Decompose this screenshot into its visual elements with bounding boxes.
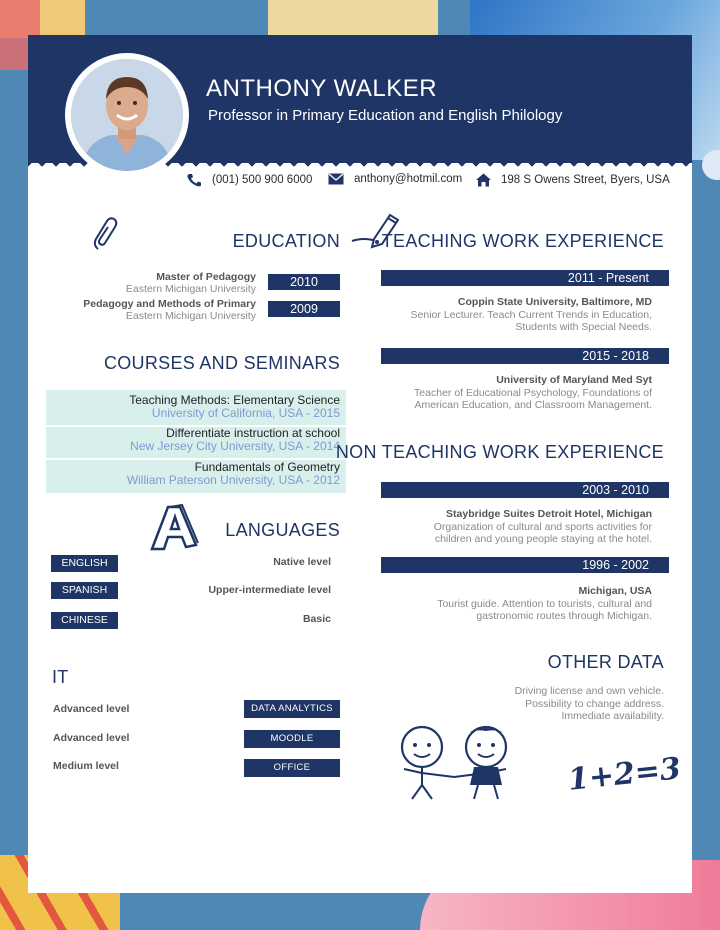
education-year: 2010 [268,274,340,290]
language-level: Upper-intermediate level [208,584,331,596]
paper-scrap-decoration [268,0,438,38]
language-level: Native level [273,556,331,568]
courses-list [46,390,346,493]
it-skill-tag: OFFICE [244,759,340,777]
other-data-title: OTHER DATA [547,652,664,672]
resume-page [28,35,692,893]
other-data-text: Driving license and own vehicle. Possibility to change address. Immediate availability. [514,685,664,722]
period-bar: 2003 - 2010 [381,482,669,498]
period-bar: 1996 - 2002 [381,557,669,573]
education-item: Master of Pedagogy Eastern Michigan University [125,271,256,295]
language-tag: ENGLISH [51,555,118,572]
contact-address: 198 S Owens Street, Byers, USA [476,173,670,187]
paperclip-icon [90,215,120,260]
it-skill-tag: MOODLE [244,730,340,748]
job-entry: Coppin State University, Baltimore, MD Senior Lecturer. Teach Current Trends in Education, Students with Special Needs. [410,296,652,333]
it-level: Advanced level [53,703,130,715]
education-item: Pedagogy and Methods of Primary Eastern Michigan University [83,298,256,322]
languages-title: LANGUAGES [225,520,340,540]
courses-title: COURSES AND SEMINARS [103,353,340,373]
envelope-icon [328,173,344,185]
period-bar: 2015 - 2018 [381,348,669,364]
candidate-title: Professor in Primary Education and English Philology [208,107,563,124]
contact-email: anthony@hotmil.com [328,173,462,185]
math-doodle: 1+2=3 [566,751,683,798]
education-year: 2009 [268,301,340,317]
period-bar: 2011 - Present [381,270,669,286]
it-title: IT [52,667,69,687]
list-item: Teaching Methods: Elementary Science University of California, USA - 2015 [129,393,340,420]
home-icon [476,173,491,187]
language-level: Basic [302,613,331,625]
education-title: EDUCATION [232,231,340,251]
phone-icon [186,173,202,187]
it-skill-tag: DATA ANALYTICS [244,700,340,718]
it-level: Advanced level [53,732,130,744]
background-circle [702,150,720,180]
contact-phone: (001) 500 900 6000 [186,173,312,187]
teaching-title: TEACHING WORK EXPERIENCE [381,231,664,251]
it-level: Medium level [53,760,119,772]
contact-bar [28,172,692,190]
non-teaching-title: NON TEACHING WORK EXPERIENCE [335,442,664,462]
kids-doodle-icon [390,723,522,806]
job-entry: Michigan, USA Tourist guide. Attention to tourists, cultural and gastronomic routes through Michigan. [437,585,652,622]
candidate-name: ANTHONY WALKER [206,75,438,102]
language-tag: SPANISH [51,582,118,599]
job-entry: Staybridge Suites Detroit Hotel, Michigan Organization of cultural and sports activities for children and young people staying at the hotel. [433,508,652,545]
profile-photo [71,59,183,171]
language-tag: CHINESE [51,612,118,629]
job-entry: University of Maryland Med Syt Teacher of Educational Psychology, Foundations of American Education, and Classroom Management. [414,374,652,411]
list-item: Differentiate instruction at school New Jersey City University, USA - 2014 [130,426,340,453]
letter-a-icon [146,501,202,558]
list-item: Fundamentals of Geometry William Paterson University, USA - 2012 [126,460,340,487]
